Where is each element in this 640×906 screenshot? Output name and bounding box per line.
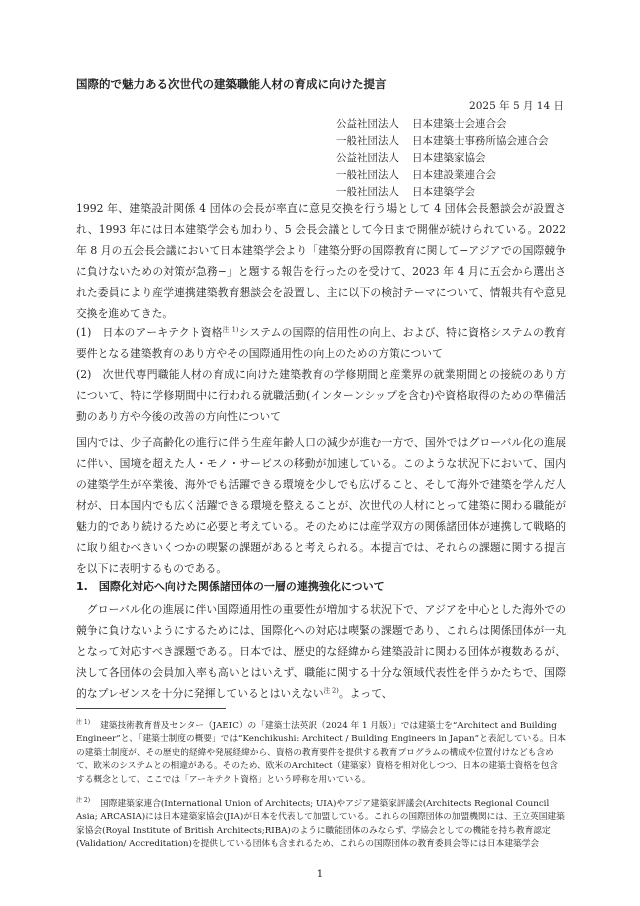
organization-row bbox=[336, 133, 549, 150]
organization-name: 日本建築士会連合会 bbox=[412, 118, 507, 130]
page-number: 1 bbox=[316, 868, 324, 880]
section-1-body bbox=[76, 599, 566, 704]
organization-row bbox=[336, 150, 549, 167]
intro-paragraph: 1992 年、建築設計関係 4 団体の会長が率直に意見交換を行う場として 4 団体会長懇談会が設置され、1993 年には日本建築学会も加わり、5 会長会議として今日まで開催が続けられている。2022 年 8 月の五会長会議において日本建築学会より「建築分野の国際教育に関して−アジアでの国際競争に負けないための対策が急務−」と題する報告を行ったのを受けて、2023 年 4 月に五会から選出された委員により産学連携建築教育懇談会を設置し、主に以下の検討テーマについて、情報共有や意見交換を進めてきた。 bbox=[76, 202, 566, 320]
organization-type: 一般社団法人 bbox=[336, 169, 399, 181]
document-title: 国際的で魅力ある次世代の建築職能人材の育成に向けた提言 bbox=[76, 77, 387, 91]
organization-row bbox=[336, 167, 549, 184]
organization-name: 日本建築士事務所協会連合会 bbox=[412, 135, 549, 147]
organization-name: 日本建築家協会 bbox=[412, 152, 486, 164]
organization-row bbox=[336, 116, 549, 133]
footnote-1 bbox=[76, 716, 566, 787]
footnote-2-text: 国際建築家連合(International Union of Architects; UIA)やアジア建築家評議会(Architects Regional Council Asia; ARCASIA)には日本建築家協会(JIA)が日本を代表して加盟している。これらの国際団体の加盟機関には、王立英国建築家協会(Royal Institute of British Architects;RIBA)のように職能団体のみならず、学協会としての機能を持ち教育認定(Validation/ Accreditation)を提供している団体も含まれるため、これらの国際団体の教育委員会等には日本建築学会 bbox=[76, 798, 565, 850]
organization-list bbox=[336, 116, 549, 201]
organization-name: 日本建築学会 bbox=[412, 186, 475, 198]
section-1-body-text: グローバル化の進展に伴い国際通用性の重要性が増加する状況下で、アジアを中心とした海外での競争に負けないようにするためには、国際化への対応は喫緊の課題であり、これらは関係団体が一丸となって対応すべき課題である。日本では、歴史的な経緯から建築設計に関わる団体が複数あるが、決して各団体の会員加入率も高いとはいえず、職能に関する十分な領域代表性を伴うかたちで、国際的なプレゼンスを十分に発揮しているとはいえない bbox=[76, 603, 566, 700]
section-1-heading: 1. 国際化対応へ向けた関係諸団体の一層の連携強化について bbox=[76, 580, 385, 593]
theme-item-1 bbox=[76, 322, 566, 364]
document-date: 2025 年 5 月 14 日 bbox=[469, 100, 564, 112]
footnote-2-mark: 注 2) bbox=[76, 797, 91, 804]
theme-item-1-rest: システムの国際的信用性の向上、および、特に資格システムの教育要件となる建築教育のあり方やその国際通用性の向上のための方策について bbox=[76, 326, 566, 360]
footnote-ref-2: 注 2) bbox=[323, 686, 339, 695]
organization-type: 一般社団法人 bbox=[336, 186, 399, 198]
theme-list bbox=[76, 322, 566, 427]
footnote-divider bbox=[76, 708, 226, 709]
footnote-1-text: 建築技術教育普及センター（JAEIC）の「建築士法英訳（2024 年 1 月版）」では建築士を“Architect and Building Engineer”と、「建築士制度の概要」では“Kenchikushi: Architect / Building Engineers in Japan”と表記している。日本の建築士制度が、その歴史的経緯や発展経緯から、資格の教育要件を提供する教育プログラムの構成や位置付けなども含めて、欧米のシステムとの相違がある。そのため、欧米のArchitect（建築家）資格を相対化しつつ、日本の建築士資格を包含する概念として、ここでは「アーキテクト資格」という呼称を用いている。 bbox=[76, 720, 566, 785]
organization-name: 日本建設業連合会 bbox=[412, 169, 496, 181]
theme-item-2: (2) 次世代専門職能人材の育成に向けた建築教育の学修期間と産業界の就業期間との接続のあり方について、特に学修期間中に行われる就職活動(インターンシップを含む)や資格取得のための準備活動のあり方や今後の改善の方向性について bbox=[76, 368, 566, 423]
organization-type: 一般社団法人 bbox=[336, 135, 399, 147]
footnote-1-mark: 注 1) bbox=[76, 719, 91, 726]
organization-type: 公益社団法人 bbox=[336, 152, 399, 164]
footnote-ref-1: 注 1) bbox=[222, 325, 239, 334]
context-paragraph: 国内では、少子高齢化の進行に伴う生産年齢人口の減少が進む一方で、国外ではグローバル化の進展に伴い、国境を超えた人・モノ・サービスの移動が加速している。このような状況下において、国内の建築学生が卒業後、海外でも活躍できる環境を少しでも広げること、そして海外で建築を学んだ人材が、日本国内でも広く活躍できる環境を整えることが、次世代の人材にとって建築に関わる職能が魅力的であり続けるために必要と考えている。そのためには産学双方の関係諸団体が連携して戦略的に取り組むべきいくつかの喫緊の課題があると考えられる。本提言では、それらの課題に関する提言を以下に表明するものである。 bbox=[76, 436, 566, 575]
theme-item-1-lead: (1) 日本のアーキテクト資格 bbox=[76, 326, 223, 339]
organization-type: 公益社団法人 bbox=[336, 118, 399, 130]
footnote-2 bbox=[76, 794, 566, 852]
section-1-body-tail: 。よって、 bbox=[338, 687, 393, 700]
